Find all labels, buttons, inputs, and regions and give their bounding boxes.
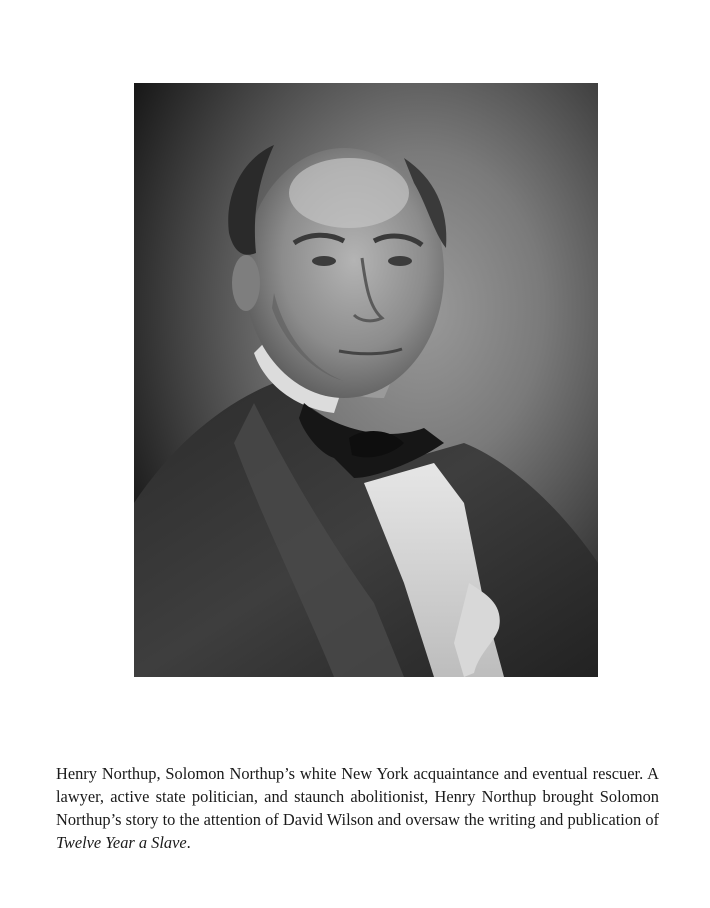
forehead-highlight <box>289 158 409 228</box>
photo-caption <box>56 762 659 854</box>
caption-text: Henry Northup, Solomon Northup’s white New York acquaintance and eventual rescuer. A lawyer, active state politician, and staunch abolitionist, Henry Northup brought Solomon Northup’s story to the attention of David Wilson and oversaw the writing and publication of <box>56 764 659 829</box>
eye-left <box>312 256 336 266</box>
portrait-photograph <box>134 83 598 677</box>
eye-right <box>388 256 412 266</box>
caption-book-title: Twelve Year a Slave <box>56 833 187 852</box>
ear <box>232 255 260 311</box>
caption-end: . <box>186 833 191 852</box>
